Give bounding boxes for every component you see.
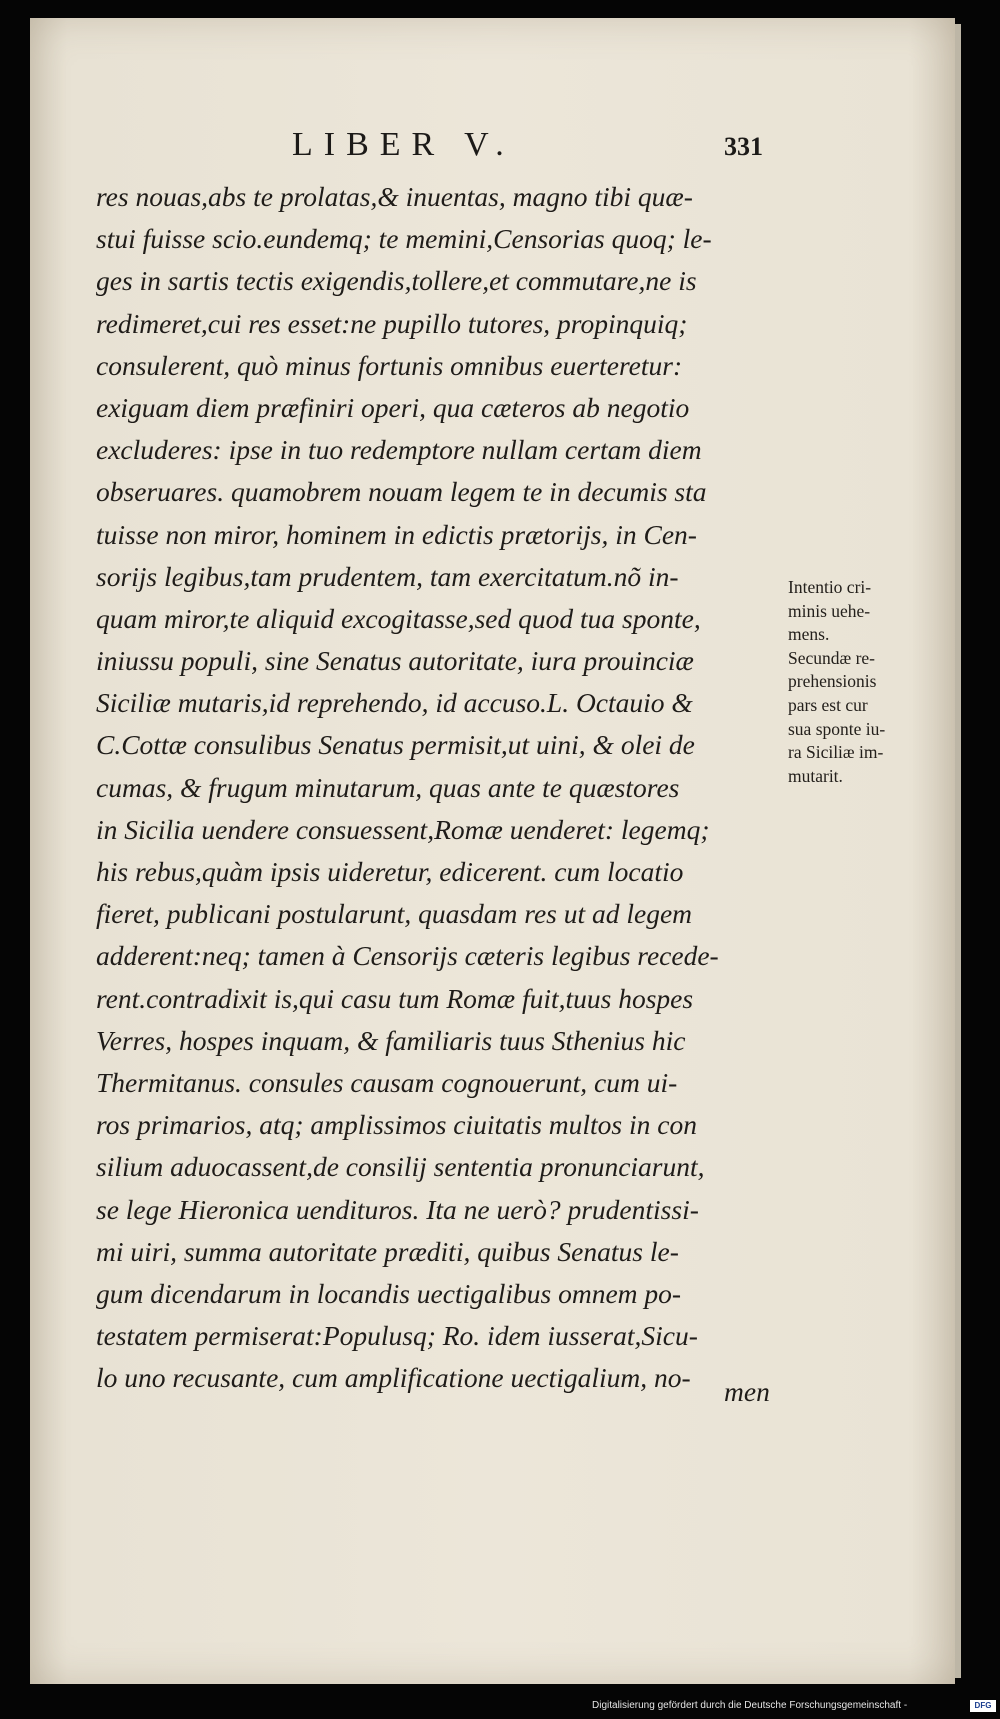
text-line: testatem permiserat:Populusq; Ro. idem iusserat,Sicu- <box>96 1320 698 1352</box>
marginal-note <box>788 576 938 788</box>
text-line: fieret, publicani postularunt, quasdam res ut ad legem <box>96 898 693 930</box>
marginal-note-line: pars est cur <box>788 694 868 715</box>
text-line: obseruares. quamobrem nouam legem te in decumis sta <box>96 476 707 508</box>
text-line: consulerent, quò minus fortunis omnibus euerteretur: <box>96 349 683 381</box>
marginal-note-line: sua sponte iu- <box>788 718 886 739</box>
text-line: exiguam diem præfiniri operi, qua cæteros ab negotio <box>96 391 690 423</box>
marginal-note-line: prehensionis <box>788 671 877 692</box>
text-line: gum dicendarum in locandis uectigalibus omnem po- <box>96 1277 682 1309</box>
running-head: LIBER V. <box>292 126 515 163</box>
text-line: ges in sartis tectis exigendis,tollere,et commutare,ne is <box>96 265 697 297</box>
text-line: Siciliæ mutaris,id reprehendo, id accuso.L. Octauio & <box>96 687 693 719</box>
text-line: Verres, hospes inquam, & familiaris tuus Sthenius hic <box>96 1024 686 1056</box>
text-line: se lege Hieronica uendituros. Ita ne uerò? prudentissi- <box>96 1193 699 1225</box>
text-line: adderent:neq; tamen à Censorijs cæteris legibus recede- <box>96 940 719 972</box>
page-number: 331 <box>724 132 763 161</box>
text-line: stui fuisse scio.eundemq; te memini,Censorias quoq; le- <box>96 223 712 255</box>
text-line: mi uiri, summa autoritate præditi, quibus Senatus le- <box>96 1235 679 1267</box>
text-line: C.Cottæ consulibus Senatus permisit,ut uini, & olei de <box>96 729 695 761</box>
marginal-note-line: Intentio cri- <box>788 577 872 597</box>
text-line: redimeret,cui res esset:ne pupillo tutores, propinquiq; <box>96 307 688 339</box>
body-text <box>96 176 791 1399</box>
page-edge <box>955 24 961 1678</box>
text-line: quam miror,te aliquid excogitasse,sed quod tua sponte, <box>96 602 701 634</box>
dfg-logo: DFG <box>970 1700 996 1712</box>
text-line: ros primarios, atq; amplissimos ciuitatis multos in con <box>96 1109 697 1141</box>
text-line: his rebus,quàm ipsis uideretur, edicerent. cum locatio <box>96 856 684 887</box>
text-line: rent.contradixit is,qui casu tum Romæ fuit,tuus hospes <box>96 982 694 1014</box>
text-line: sorijs legibus,tam prudentem, tam exercitatum.nõ in- <box>96 560 679 592</box>
text-line: silium aduocassent,de consilij sententia pronunciarunt, <box>96 1151 705 1183</box>
text-line: lo uno recusante, cum amplificatione uectigalium, no- <box>96 1362 691 1394</box>
marginal-note-line: Secundæ re- <box>788 647 875 668</box>
marginal-note-line: mens. <box>788 624 830 645</box>
catchword: men <box>724 1376 770 1407</box>
marginal-note-line: minis uehe- <box>788 600 871 621</box>
text-line: res nouas,abs te prolatas,& inuentas, magno tibi quæ- <box>96 181 693 212</box>
marginal-note-line: mutarit. <box>788 765 843 786</box>
digitization-credit: Digitalisierung gefördert durch die Deutsche Forschungsgemeinschaft - <box>592 1700 908 1711</box>
text-line: iniussu populi, sine Senatus autoritate, iura prouinciæ <box>96 645 694 677</box>
text-line: cumas, & frugum minutarum, quas ante te quæstores <box>96 771 680 803</box>
book-page <box>30 18 955 1684</box>
marginal-note-line: ra Siciliæ im- <box>788 742 884 763</box>
text-line: in Sicilia uendere consuessent,Romæ uenderet: legemq; <box>96 813 710 845</box>
text-line: Thermitanus. consules causam cognouerunt, cum ui- <box>96 1066 678 1098</box>
text-line: excluderes: ipse in tuo redemptore nullam certam diem <box>96 434 702 466</box>
text-line: tuisse non miror, hominem in edictis prætorijs, in Cen- <box>96 518 697 550</box>
